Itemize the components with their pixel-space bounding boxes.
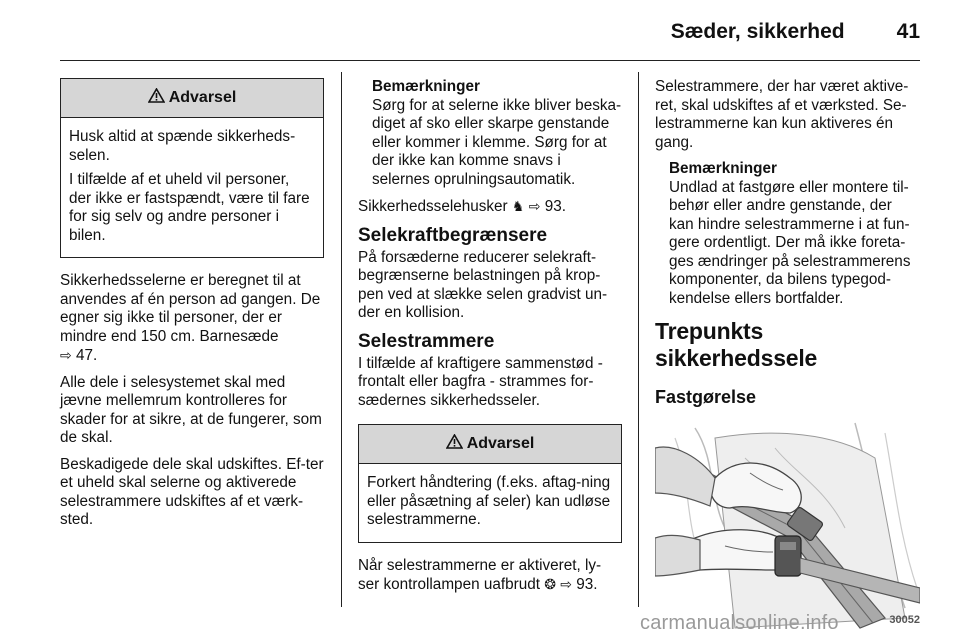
warning-text: Forkert håndtering (f.eks. aftag-ning eller påsætning af seler) kan udløse selestrammerne.: [367, 474, 611, 528]
paragraph: [358, 197, 622, 217]
sub-heading: Fastgørelse: [655, 387, 757, 407]
watermark: carmanualsonline.info: [640, 612, 839, 634]
note-text: Undlad at fastgøre eller montere til-behør eller andre genstande, der kan hindre selestrammerne i at fun-gere ordentligt. Der må ikke foreta-ges ændringer på selestrammerens komponenter, da bilens typegod-kendelse ellers bortfalder.: [669, 178, 911, 307]
note-box: [358, 78, 622, 189]
figure-code: 30052: [889, 613, 920, 626]
paragraph: På forsæderne reducerer selekraft-begrænserne belastningen på krop-pen ved at slække selen gradvist un-der en kollision.: [358, 248, 608, 321]
paragraph-text: Når selestrammerne er aktiveret, ly-ser kontrollampen uafbrudt: [358, 556, 602, 593]
paragraph: Selestrammere, der har været aktive-ret, skal udskiftes af et værksted. Se-lestrammerne kan kun aktiveres én gang.: [655, 78, 909, 151]
page-header: [0, 14, 920, 50]
column-2: [358, 78, 622, 603]
section-heading: Selekraftbegrænsere: [358, 224, 548, 246]
warning-body: [61, 118, 323, 257]
page-ref-arrow-icon: ⇨: [60, 347, 72, 363]
seatbelt-fastening-illustration: [655, 418, 920, 633]
reminder-label: Sikkerhedsselehusker: [358, 198, 508, 215]
seatbelt-icon: ♞: [511, 198, 525, 214]
warning-header: [359, 425, 621, 464]
warning-title: Advarsel: [168, 88, 237, 106]
illustration-drawing: [655, 418, 920, 633]
warning-text-1: Husk altid at spænde sikkerheds-selen.: [69, 128, 296, 164]
paragraph: [60, 272, 324, 366]
section-heading: Selestrammere: [358, 330, 495, 352]
section-heading-large: Trepunkts sikkerhedssele: [655, 318, 818, 371]
note-text: Sørg for at selerne ikke bliver beska-diget af sko eller skarpe genstande eller kommer i klemme. Sørg for at der ikke kan komme snavs i selernes oprulningsautomatik.: [372, 96, 622, 188]
warning-header: [61, 79, 323, 118]
warning-title: Advarsel: [466, 434, 535, 452]
note-title: Bemærkninger: [372, 78, 480, 95]
warning-box: [60, 78, 324, 258]
paragraph: Alle dele i selesystemet skal med jævne mellemrum kontrolleres for skader for at sikre, at de fungerer, som de skal.: [60, 373, 322, 446]
column-divider-2: [638, 72, 639, 607]
note-title: Bemærkninger: [669, 160, 777, 177]
paragraph: Beskadigede dele skal udskiftes. Ef-ter et uheld skal selerne og aktiverede selestrammere udskiftes af et værk-sted.: [60, 455, 324, 528]
paragraph: I tilfælde af kraftigere sammenstød - frontalt eller bagfra - strammes for-sædernes sikkerhedsseler.: [358, 354, 603, 409]
page-title: Sæder, sikkerhed: [670, 20, 845, 43]
warning-body: [359, 464, 621, 542]
paragraph-text: Sikkerhedsselerne er beregnet til at anvendes af én person ad gangen. De egner sig ikke til personer, der er mindre end 150 cm. Barnesæde: [60, 272, 321, 345]
page-number: 41: [896, 20, 920, 43]
warning-triangle-icon: [148, 88, 165, 109]
page-ref-link[interactable]: 93.: [544, 198, 566, 215]
note-box: [655, 160, 920, 308]
page-ref-arrow-icon: ⇨: [528, 198, 541, 214]
column-1: [60, 78, 324, 538]
page-ref-link[interactable]: 93.: [576, 576, 598, 593]
header-rule: [60, 60, 920, 61]
warning-text-2: I tilfælde af et uheld vil personer, der ikke er fastspændt, være til fare for sig selv og andre personer i bilen.: [69, 171, 310, 244]
warning-triangle-icon: [446, 434, 463, 455]
page-ref-arrow-icon: ⇨: [560, 576, 572, 592]
warning-box: [358, 424, 622, 543]
column-divider-1: [341, 72, 342, 607]
paragraph: [358, 557, 622, 595]
airbag-lamp-icon: ❂: [544, 576, 556, 592]
column-3: [655, 78, 920, 633]
page-ref-link[interactable]: 47.: [75, 347, 98, 364]
